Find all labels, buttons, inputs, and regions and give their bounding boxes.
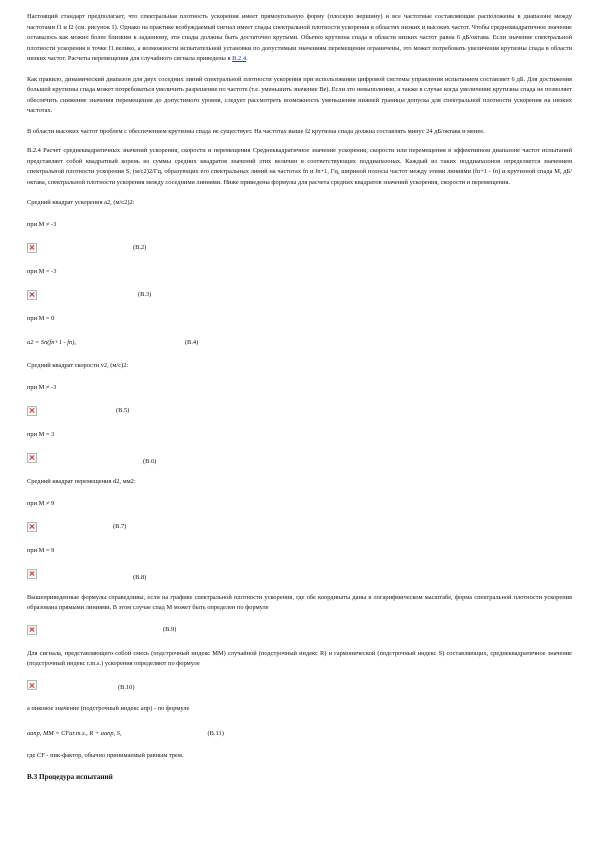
velocity-mean-square-label: Средний квадрат скорости v2, (м/с)2:	[27, 361, 129, 369]
equation-number: (В.8)	[133, 573, 147, 581]
equation-number: (В.7)	[113, 522, 127, 530]
broken-image-icon	[27, 522, 37, 532]
equation-row	[27, 521, 572, 535]
rms-calc-paragraph: В.2.4 Расчет среднеквадратичных значений ускорения, скорости и перемещения Среднеквадратичное значение ускорения, скорости или перемещения в эффективном диапазоне частот испытаний представляет собой квадратный корень из суммы средних квадратов значений этих величин в соответствующих поддиапазонах. Каждый из таких поддиапазонов определяется значением спектральной плотности ускорения S, (м/с2)2/Гц, образующих его спектральных линий на частотах fn и fn+1, Гц, шириной полосы частот между этими линиями (fn+1 - fn) и крутизной спада M, дБ/октава, спектральной плотности ускорения между соседними линиями. Ниже приведены формулы для расчета средних квадратов значений ускорения, скорости и перемещения.	[27, 146, 572, 186]
section-link-b24[interactable]: В.2.4	[232, 55, 247, 63]
broken-image-icon	[27, 453, 37, 463]
broken-image-icon	[27, 290, 37, 300]
disp-mean-square-label: Средний квадрат перемещения d2, мм2:	[27, 477, 136, 485]
equation-number: (В.11)	[207, 729, 224, 737]
condition-label: при M = 9	[27, 546, 55, 554]
equation-row	[27, 452, 572, 466]
general-note-paragraph: Вышеприведенные формулы справедливы, если на графике спектральной плотности ускорения, где обе координаты даны в логарифмическом масштабе, форма спектральной плотности ускорения образована прямыми линиями. В этом случае спад M может быть определен по формуле	[27, 593, 572, 612]
equation-number: (В.4)	[184, 339, 199, 347]
condition-label: при M = 3	[27, 430, 55, 438]
condition-label: при M = -3	[27, 267, 57, 275]
formula-row	[27, 726, 572, 740]
broken-image-icon	[27, 625, 37, 635]
condition-label: при M = 0	[27, 314, 55, 322]
high-freq-paragraph: В области высоких частот проблем с обеспечением крутизны спада не существует. На частотах выше f2 крутизна спада должна составлять минус 24 дБ/октава и менее.	[27, 127, 485, 135]
section-heading: В.3 Процедура испытаний	[27, 773, 113, 782]
document-page	[27, 12, 572, 781]
equation-row	[27, 405, 572, 419]
equation-number: (В.5)	[116, 406, 130, 414]
equation-row	[27, 242, 572, 256]
crest-factor-note: где CF - пик-фактор, обычно принимаемый равным трем.	[27, 752, 184, 760]
accel-mean-square-label: Средний квадрат ускорения a2, (м/с2)2:	[27, 198, 135, 206]
equation-row	[27, 624, 572, 638]
intro-paragraph: Настоящий стандарт предполагает, что спектральная плотность ускорения имеет прямоугольную форму (плоскую вершину) и все частотные составляющие расположены в диапазоне между частотами f1 и f2 (см. рисунок 1). Однако на практике возбуждаемый сигнал имеет спады спектральной плотности ускорения в областях низких и высоких частот. Чтобы среднеквадратичное значение оставалось как можно более близким к заданному, эти спады должны быть достаточно крутыми. Обычно крутизна спада в области низких частот равна 6 дБ/октава. Если значение спектральной плотности ускорения в точке f1 велико, а возможности испытательной установки по допустимым значениям перемещения ограничены, это может потребовать увеличения крутизны спада в области низких частот. Расчеты перемещения для случайного сигнала приведены в В.2.4.	[27, 13, 572, 63]
intro-text: Настоящий стандарт предполагает, что спектральная плотность ускорения имеет прямоугольную форму (плоскую вершину) и все частотные составляющие расположены в диапазоне между частотами f1 и f2 (см. рисунок 1). Однако на практике возбуждаемый сигнал имеет спады спектральной плотности ускорения в областях низких и высоких частот. Чтобы среднеквадратичное значение оставалось как можно более близким к заданному, эти спады должны быть достаточно крутыми. Обычно крутизна спада в области низких частот равна 6 дБ/октава. Если значение спектральной плотности ускорения в точке f1 велико, а возможности испытательной установки по допустимым значениям перемещения ограничены, это может потребовать увеличения крутизны спада в области низких частот. Расчеты перемещения для случайного сигнала приведены в	[27, 13, 572, 63]
broken-image-icon	[27, 680, 37, 690]
broken-image-icon	[27, 406, 37, 416]
equation-number: (В.9)	[163, 625, 177, 633]
accel-formula: a2 = Sn(fn+1 - fn),	[27, 339, 76, 347]
equation-number: (В.2)	[133, 243, 147, 251]
equation-row	[27, 679, 572, 693]
broken-image-icon	[27, 243, 37, 253]
equation-row	[27, 289, 572, 303]
formula-row	[27, 336, 572, 350]
peak-value-label: а пиковое значение (подстрочный индекс aпр) - по формуле	[27, 705, 190, 713]
mixed-signal-paragraph: Для сигнала, представляющего собой смесь (подстрочный индекс MM) случайной (подстрочный индекс R) и гармонической (подстрочный индекс S) составляющих, среднеквадратичное значение (подстрочный индекс r.m.s.) ускорения определяют по формуле	[27, 649, 572, 668]
condition-label: при M ≠ -3	[27, 220, 57, 228]
equation-number: (В.3)	[138, 290, 152, 298]
equation-number: (В.6)	[143, 457, 157, 465]
dynamic-range-paragraph: Как правило, динамический диапазон для двух соседних линий спектральной плотности ускорения при использовании цифровой системы управления испытанием составляет 6 дБ. Для достижения большей крутизны спада может потребоваться увеличить разрешение по частоте (т.е. уменьшить значение Bе). Если это невыполнимо, а также в случае когда увеличение крутизны спада не позволяет обеспечить снижение значения перемещения до допустимого уровня, следует рассмотреть возможность уменьшения нижней границы допуска для спектральной плотности ускорения на низких частотах.	[27, 75, 572, 115]
condition-label: при M ≠ -3	[27, 383, 57, 391]
equation-number: (В.10)	[118, 684, 135, 692]
broken-image-icon	[27, 569, 37, 579]
peak-formula: aапр, MM = CFar.m.s., R + aапр, S,	[27, 729, 122, 737]
equation-row	[27, 568, 572, 582]
condition-label: при M ≠ 9	[27, 499, 55, 507]
